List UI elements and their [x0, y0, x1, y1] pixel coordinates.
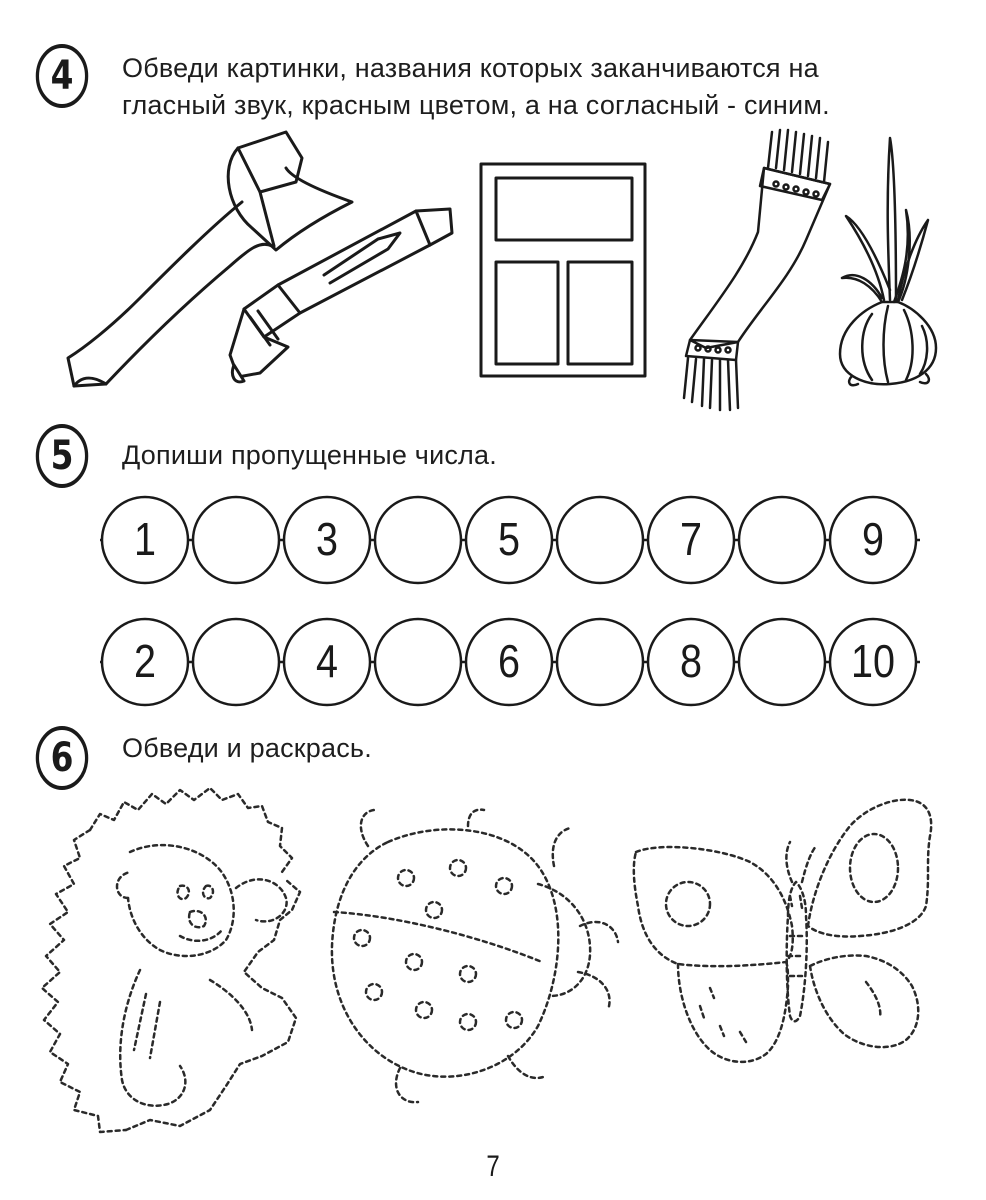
number-cell: 7 [679, 513, 703, 565]
number-cell-empty[interactable] [379, 616, 456, 706]
number-cell: 5 [497, 513, 521, 565]
number-cell-empty[interactable] [197, 616, 274, 706]
scarf-icon[interactable] [680, 128, 840, 414]
task-number-badge: 4 [36, 44, 88, 108]
butterfly-icon[interactable] [630, 796, 950, 1086]
task-number-badge: 5 [36, 424, 88, 488]
number-cell-empty[interactable] [743, 616, 820, 706]
task-instruction: Обведи и раскрась. [122, 733, 372, 763]
number-cell-empty[interactable] [197, 494, 274, 584]
number-cell: 8 [679, 635, 703, 687]
number-cell: 10 [850, 635, 895, 687]
number-cell-empty[interactable] [743, 494, 820, 584]
number-cell: 2 [133, 635, 157, 687]
task-instruction: Допиши пропущенные числа. [122, 440, 497, 470]
window-icon[interactable] [476, 160, 650, 382]
task-instruction-line2: гласный звук, красным цветом, а на согласный - синим. [122, 90, 830, 120]
hedgehog-icon[interactable] [30, 780, 320, 1142]
task-number-badge: 6 [36, 726, 88, 790]
pen-icon[interactable] [220, 205, 460, 390]
number-cell-empty[interactable] [561, 616, 638, 706]
number-chain-row-2 [100, 616, 920, 708]
number-cell-empty[interactable] [379, 494, 456, 584]
number-cell: 1 [133, 513, 157, 565]
ladybug-icon[interactable] [318, 806, 638, 1116]
onion-icon[interactable] [832, 130, 944, 392]
task-instruction-line1: Обведи картинки, названия которых заканчиваются на [122, 53, 819, 83]
number-cell: 9 [861, 513, 885, 565]
page-number: 7 [486, 1150, 500, 1183]
number-cell: 3 [315, 513, 339, 565]
number-chain-row-1 [100, 494, 920, 586]
number-cell: 6 [497, 635, 521, 687]
number-cell-empty[interactable] [561, 494, 638, 584]
number-cell: 4 [315, 635, 339, 687]
